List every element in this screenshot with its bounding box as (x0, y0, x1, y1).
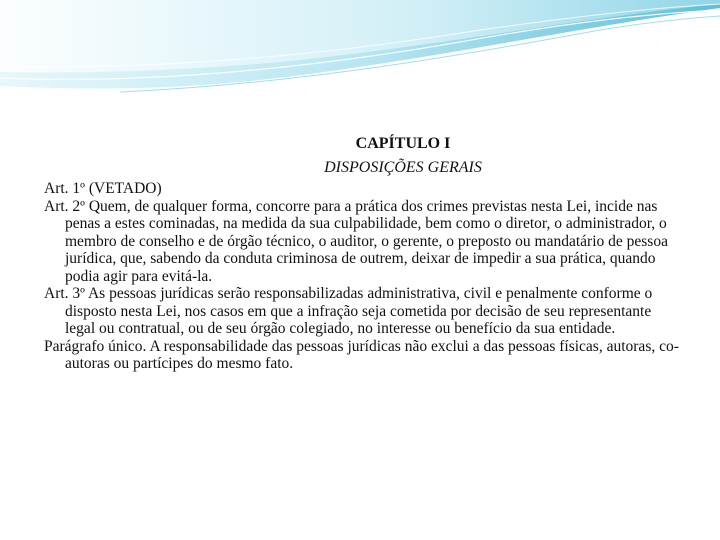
chapter-subtitle: DISPOSIÇÕES GERAIS (324, 159, 482, 176)
slide-content (44, 134, 684, 373)
article-1: Art. 1º (VETADO) (44, 180, 162, 197)
article-2: Art. 2º Quem, de qualquer forma, concorre para a prática dos crimes previstas nesta Lei, incide nas penas a estes cominadas, na medida da sua culpabilidade, bem como o diretor, o administrador, o membro de conselho e de órgão técnico, o auditor, o gerente, o preposto ou mandatário de pessoa jurídica, que, sabendo da conduta criminosa de outrem, deixar de impedir a sua prática, quando podia agir para evitá-la. (44, 197, 668, 285)
chapter-title: CAPÍTULO I (355, 135, 451, 152)
decorative-wave-band (0, 0, 720, 100)
paragraph-unico: Parágrafo único. A responsabilidade das pessoas jurídicas não exclui a das pessoas físicas, autoras, co-autoras ou partícipes do mesmo fato. (44, 337, 679, 372)
article-3: Art. 3º As pessoas jurídicas serão responsabilizadas administrativa, civil e penalmente conforme o disposto nesta Lei, nos casos em que a infração seja cometida por decisão de seu representante legal ou contratual, ou de seu órgão colegiado, no interesse ou benefício da sua entidade. (44, 285, 653, 337)
